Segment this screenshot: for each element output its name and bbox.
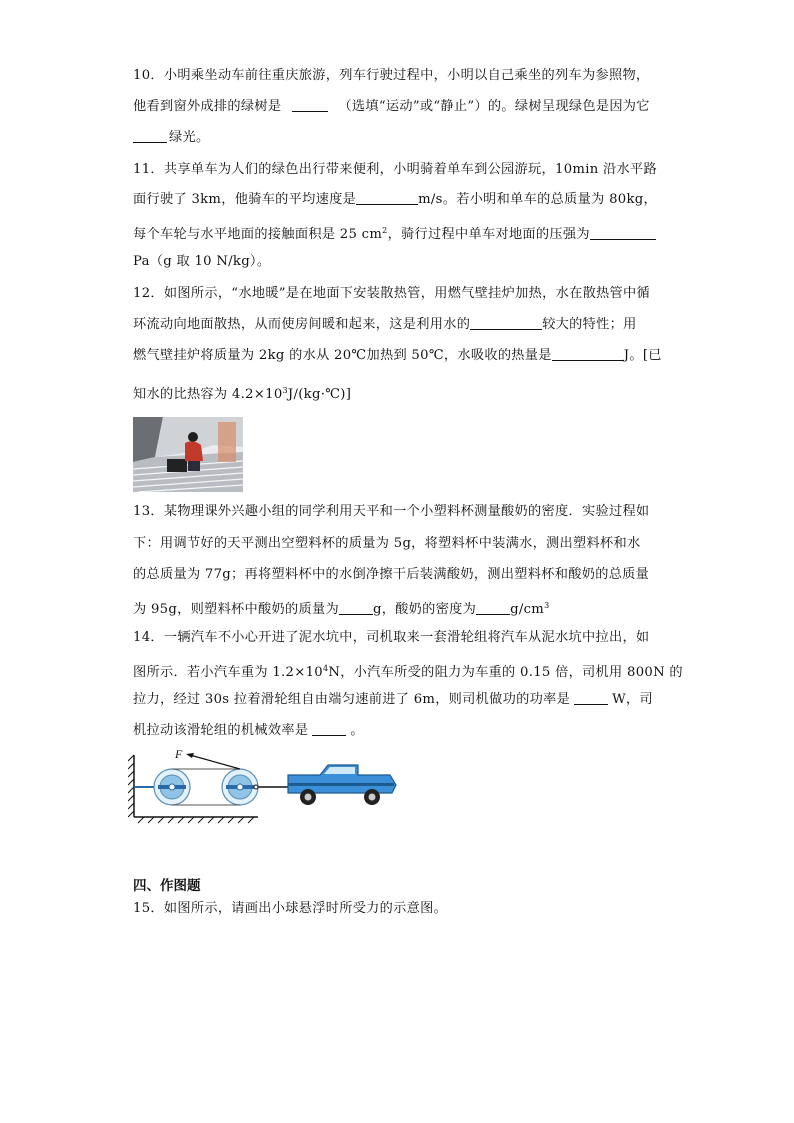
q11-line2 bbox=[133, 190, 663, 210]
q12-text-d: J。[已 bbox=[623, 348, 662, 363]
q14-line4 bbox=[133, 721, 663, 741]
q11-text-a: 面行驶了 3km，他骑车的平均速度是 bbox=[133, 192, 357, 207]
q11-text-c: 每个车轮与水平地面的接触面积是 25 cm bbox=[133, 227, 383, 242]
q11-text-b: m/s。若小明和单车的总质量为 80kg， bbox=[418, 192, 657, 207]
q15-line1: 15．如图所示，请画出小球悬浮时所受力的示意图。 bbox=[133, 901, 448, 916]
pulley-car-diagram bbox=[128, 745, 408, 830]
answer-blank bbox=[476, 600, 510, 615]
q11-line3 bbox=[133, 221, 663, 245]
q14-text-a: 图所示．若小汽车重为 1.2×10 bbox=[133, 665, 323, 680]
q14-text-c: 拉力，经过 30s 拉着滑轮组自由端匀速前进了 6m，则司机做功的功率是 bbox=[133, 692, 571, 707]
q12-text-b: 较大的特性；用 bbox=[542, 317, 637, 332]
q12-text-c: 燃气壁挂炉将质量为 2kg 的水从 20℃加热到 50℃，水吸收的热量是 bbox=[133, 348, 552, 363]
q12-line2 bbox=[133, 315, 663, 335]
q13-line2: 下：用调节好的天平测出空塑料杯的质量为 5g，将塑料杯中装满水，测出塑料杯和水 bbox=[133, 536, 641, 551]
superscript: 3 bbox=[544, 601, 550, 610]
q14-text-d: W，司 bbox=[612, 692, 653, 707]
answer-blank bbox=[590, 225, 656, 240]
q14-line2 bbox=[133, 659, 683, 683]
q12-text-e: 知水的比热容为 4.2×10 bbox=[133, 387, 283, 402]
answer-blank bbox=[356, 190, 418, 205]
q13-line1: 13．某物理课外兴趣小组的同学利用天平和一个小塑料杯测量酸奶的密度．实验过程如 bbox=[133, 504, 650, 519]
answer-blank bbox=[292, 97, 328, 112]
answer-blank bbox=[312, 721, 346, 736]
q13-text-a: 为 95g，则塑料杯中酸奶的质量为 bbox=[133, 602, 339, 617]
q12-text-a: 环流动向地面散热，从而使房间暖和起来，这是利用水的 bbox=[133, 317, 471, 332]
section-title: 四、作图题 bbox=[133, 878, 201, 894]
q11-line1: 11．共享单车为人们的绿色出行带来便利，小明骑着单车到公园游玩，10min 沿水平路 bbox=[133, 162, 657, 177]
q11-text-d: ，骑行过程中单车对地面的压强为 bbox=[387, 227, 590, 242]
q12-line3 bbox=[133, 346, 663, 366]
q14-line1: 14．一辆汽车不小心开进了泥水坑中，司机取来一套滑轮组将汽车从泥水坑中拉出，如 bbox=[133, 630, 650, 645]
q14-line3 bbox=[133, 690, 663, 710]
q13-line3: 的总质量为 77g；再将塑料杯中的水倒净擦干后装满酸奶，测出塑料杯和酸奶的总质量 bbox=[133, 567, 650, 582]
answer-blank bbox=[133, 128, 167, 143]
answer-blank bbox=[470, 315, 542, 330]
q13-line4 bbox=[133, 596, 663, 620]
answer-blank bbox=[339, 600, 373, 615]
q10-text-c: 绿光。 bbox=[169, 130, 210, 145]
q13-text-b: g，酸奶的密度为 bbox=[372, 602, 477, 617]
q11-line4: Pa（g 取 10 N/kg）。 bbox=[133, 254, 271, 269]
q10-line2 bbox=[133, 97, 663, 117]
answer-blank bbox=[552, 346, 624, 361]
superscript: 4 bbox=[322, 664, 329, 673]
floor-heating-photo bbox=[133, 417, 243, 492]
q12-line4 bbox=[133, 381, 663, 405]
q10-text-b: （选填“运动”或“静止”）的。绿树呈现绿色是因为它 bbox=[338, 99, 650, 114]
q10-line3 bbox=[133, 128, 663, 148]
q13-text-c: g/cm bbox=[510, 602, 545, 617]
q10-line1: 10．小明乘坐动车前往重庆旅游，列车行驶过程中，小明以自己乘坐的列车为参照物， bbox=[133, 68, 650, 83]
q12-text-f: J/(kg·℃)] bbox=[287, 387, 352, 402]
q14-text-b: N，小汽车所受的阻力为车重的 0.15 倍，司机用 800N 的 bbox=[328, 665, 683, 680]
q14-text-e: 机拉动该滑轮组的机械效率是 bbox=[133, 723, 309, 738]
q10-text-a: 他看到窗外成排的绿树是 bbox=[133, 99, 282, 114]
answer-blank bbox=[574, 690, 608, 705]
force-label: F bbox=[175, 747, 183, 761]
q14-text-f: 。 bbox=[350, 723, 364, 738]
superscript: 3 bbox=[282, 386, 288, 395]
q12-line1: 12．如图所示，“水地暖”是在地面下安装散热管，用燃气壁挂炉加热，水在散热管中循 bbox=[133, 286, 651, 301]
superscript: 2 bbox=[382, 226, 388, 235]
